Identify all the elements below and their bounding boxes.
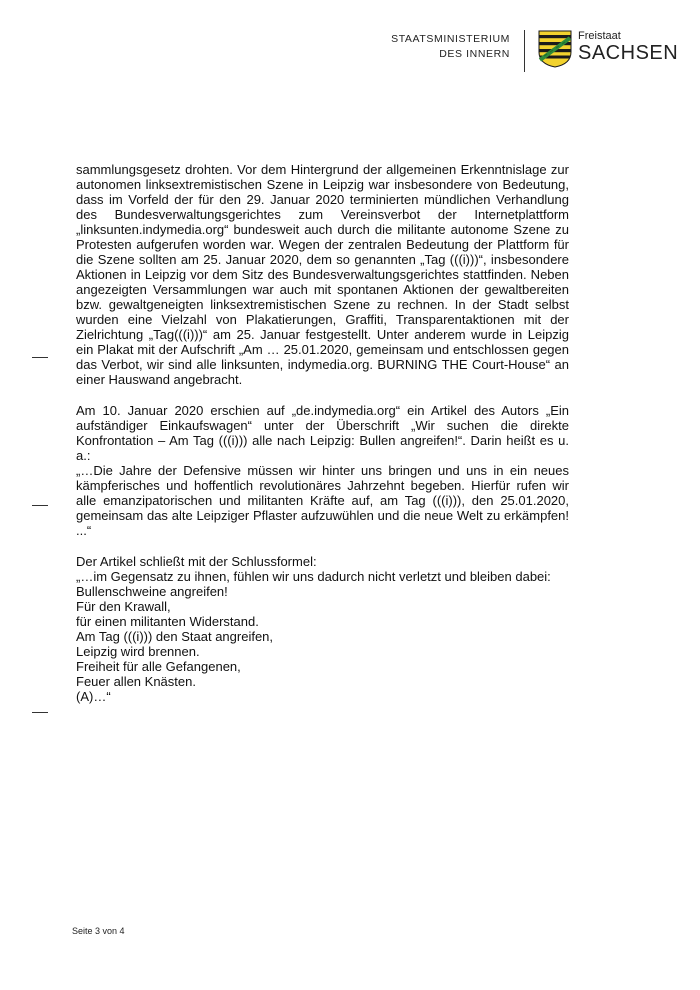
closing-line: Feuer allen Knästen. [76, 674, 196, 689]
state-name-large: SACHSEN [578, 42, 679, 64]
closing-line: (A)…“ [76, 689, 111, 704]
paragraph: sammlungsgesetz drohten. Vor dem Hintergrund der allgemeinen Erkenntnislage zur autonomen linksextremistischen Szene in Leipzig war insbesondere von Bedeutung, dass im Vorfeld der für den 29. Januar 2020 terminierten mündlichen Verhandlung des Bundesverwaltungsgerichtes zum Vereinsverbot der Internetplattform „linksunten.indymedia.org“ bundesweit auch durch die militante autonome Szene zu Protesten aufgerufen worden war. Wegen der zentralen Bedeutung der Plattform für die Szene sollten am 25. Januar 2020, dem so genannten „Tag (((i)))“, insbesondere Aktionen in Leipzig vor dem Sitz des Bundesverwaltungsgerichtes stattfinden. Neben angezeigten Versammlungen war auch mit spontanen Aktionen der gewaltbereiten bzw. gewaltgeneigten linksextremistischen Szene zu rechnen. In der Stadt selbst wurden eine Vielzahl von Plakatierungen, Graffiti, Transparentaktionen mit der Zielrichtung „Tag(((i)))“ am 25. Januar festgestellt. Unter anderem wurde in Leipzig ein Plakat mit der Aufschrift „Am … 25.01.2020, gemeinsam und entschlossen gegen das Verbot, wir sind alle linksunten, indymedia.org. BURNING THE Court-House“ an einer Hauswand angebracht. [76, 162, 569, 387]
ministry-line-2: DES INNERN [439, 48, 510, 60]
ministry-line-1: STAATSMINISTERIUM [391, 33, 510, 45]
closing-intro: Der Artikel schließt mit der Schlussformel: [76, 554, 317, 569]
letterhead [0, 28, 700, 78]
ministry-name [391, 32, 510, 62]
punch-mark [32, 505, 48, 506]
page-number: Seite 3 von 4 [72, 926, 125, 936]
closing-line: Am Tag (((i))) den Staat angreifen, [76, 629, 274, 644]
closing-line: Für den Krawall, [76, 599, 171, 614]
closing-line: für einen militanten Widerstand. [76, 614, 259, 629]
document-body [76, 162, 569, 704]
closing-line: Leipzig wird brennen. [76, 644, 200, 659]
closing-line: „…im Gegensatz zu ihnen, fühlen wir uns dadurch nicht verletzt und bleiben dabei: [76, 569, 551, 584]
fold-mark [32, 357, 48, 358]
closing-line: Freiheit für alle Gefangenen, [76, 659, 241, 674]
closing-line: Bullenschweine angreifen! [76, 584, 228, 599]
state-name [578, 30, 678, 64]
paragraph: Am 10. Januar 2020 erschien auf „de.indymedia.org“ ein Artikel des Autors „Ein aufständiger Einkaufswagen“ unter der Überschrift „Wir suchen die direkte Konfrontation – Am Tag (((i))) alle nach Leipzig: Bullen angreifen!“. Darin heißt es u. a.: [76, 403, 569, 463]
state-name-small: Freistaat [578, 30, 621, 42]
quotation: „…Die Jahre der Defensive müssen wir hinter uns bringen und uns in ein neues kämpferisches und hoffentlich revolutionäres Jahrzehnt begeben. Hierfür rufen wir alle emanzipatorischen und militanten Kräfte auf, am Tag (((i))), den 25.01.2020, gemeinsam das alte Leipziger Pflaster aufzuwühlen und die neue Welt zu erkämpfen! ...“ [76, 463, 569, 538]
header-divider [524, 30, 525, 72]
saxony-crest-icon [538, 30, 572, 68]
fold-mark [32, 712, 48, 713]
